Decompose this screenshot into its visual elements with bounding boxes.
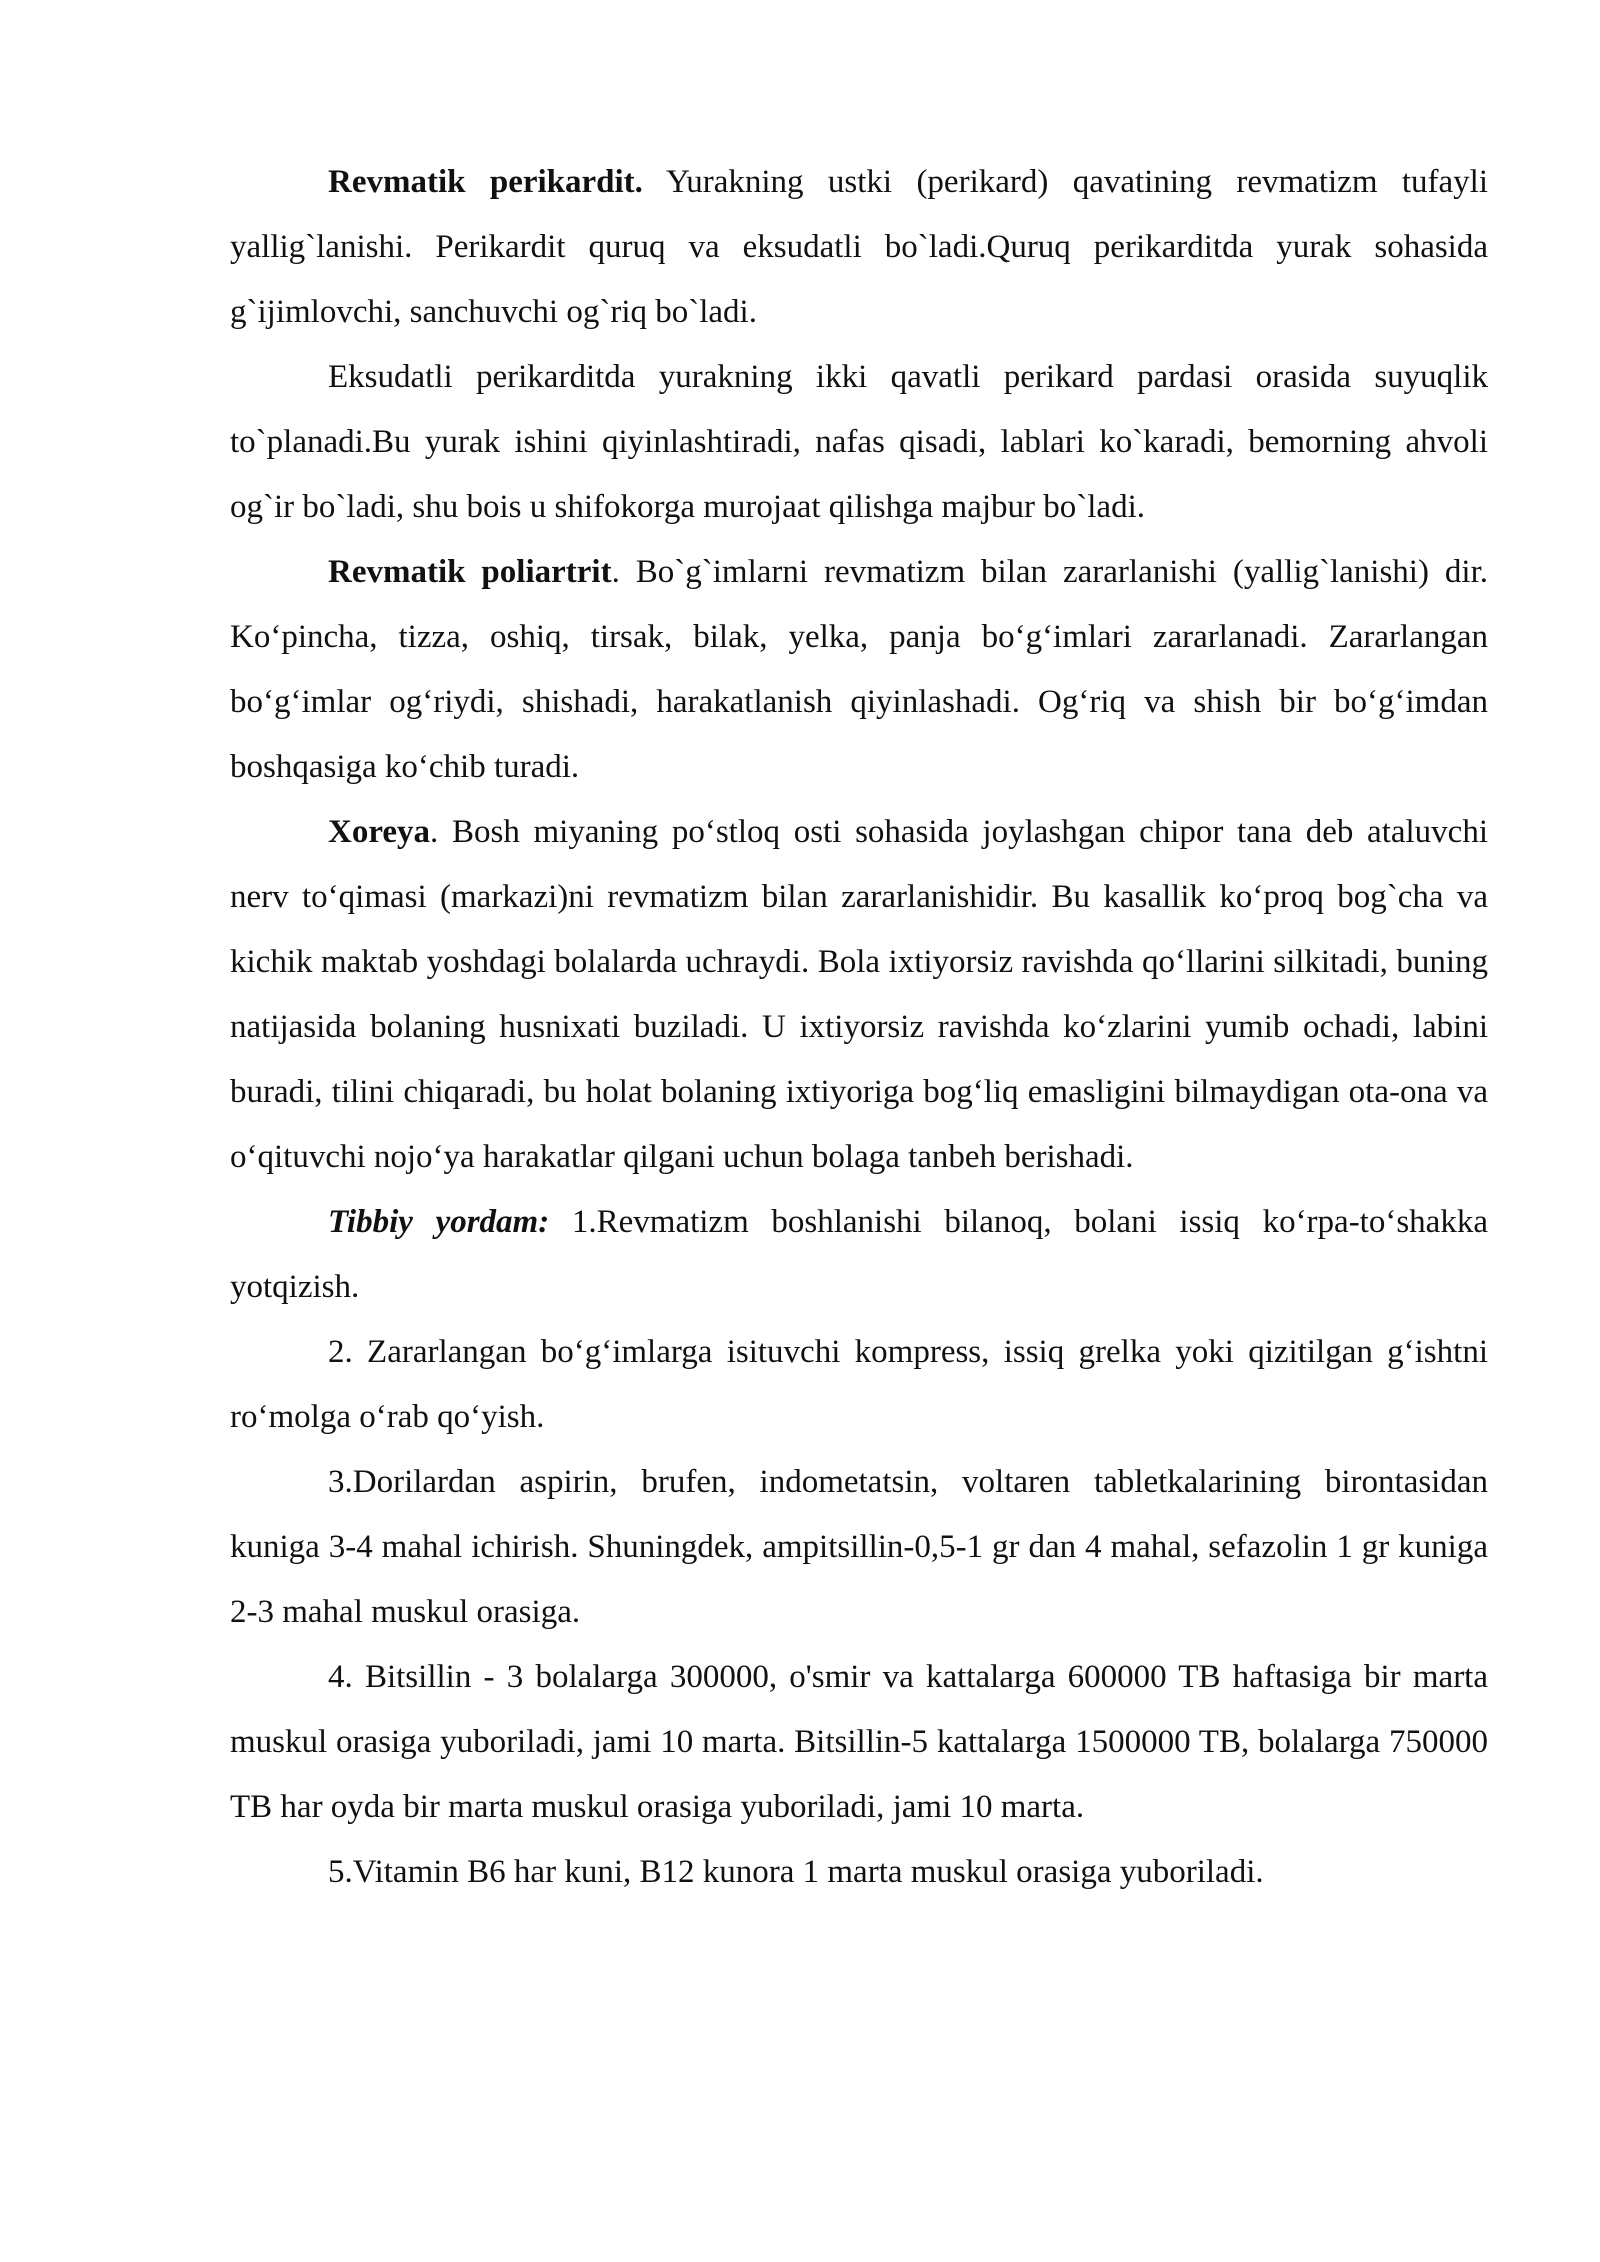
paragraph-revmatik-poliartrit: [230, 540, 1488, 800]
term-tibbiy-yordam: Tibbiy yordam:: [328, 1204, 550, 1240]
document-page: [230, 150, 1488, 1905]
paragraph-text: 4. Bitsillin - 3 bolalarga 300000, o'smir va kattalarga 600000 TB haftasiga bir marta muskul orasiga yuboriladi, jami 10 marta. Bitsillin-5 kattalarga 1500000 TB, bolalarga 750000 TB har oyda bir marta muskul orasiga yuboriladi, jami 10 marta.: [230, 1659, 1488, 1825]
paragraph-eksudatli-perikardit: [230, 345, 1488, 540]
paragraph-revmatik-perikardit: [230, 150, 1488, 345]
term-xoreya: Xoreya: [328, 814, 431, 850]
paragraph-item-3: [230, 1450, 1488, 1645]
paragraph-text: 2. Zararlangan bo‘g‘imlarga isituvchi kompress, issiq grelka yoki qizitilgan g‘ishtni ro‘molga o‘rab qo‘yish.: [230, 1334, 1488, 1435]
paragraph-text: Eksudatli perikarditda yurakning ikki qavatli perikard pardasi orasida suyuqlik to`planadi.Bu yurak ishini qiyinlashtiradi, nafas qisadi, lablari ko`karadi, bemorning ahvoli og`ir bo`ladi, shu bois u shifokorga murojaat qilishga majbur bo`ladi.: [230, 359, 1488, 525]
paragraph-item-5: [230, 1840, 1488, 1905]
paragraph-text: 1.Revmatizm boshlanishi bilanoq, bolani issiq ko‘rpa-to‘shakka yotqizish.: [230, 1204, 1488, 1305]
paragraph-item-4: [230, 1645, 1488, 1840]
paragraph-text: Yurakning ustki (perikard) qavatining revmatizm tufayli yallig`lanishi. Perikardit quruq va eksudatli bo`ladi.Quruq perikarditda yurak sohasida g`ijimlovchi, sanchuvchi og`riq bo`ladi.: [230, 164, 1488, 330]
paragraph-text: . Bo`g`imlarni revmatizm bilan zararlanishi (yallig`lanishi) dir. Ko‘pincha, tizza, oshiq, tirsak, bilak, yelka, panja bo‘g‘imlari zararlanadi. Zararlangan bo‘g‘imlar og‘riydi, shishadi, harakatlanish qiyinlashadi. Og‘riq va shish bir bo‘g‘imdan boshqasiga ko‘chib turadi.: [230, 554, 1488, 785]
paragraph-text: 3.Dorilardan aspirin, brufen, indometatsin, voltaren tabletkalarining birontasidan kuniga 3-4 mahal ichirish. Shuningdek, ampitsillin-0,5-1 gr dan 4 mahal, sefazolin 1 gr kuniga 2-3 mahal muskul orasiga.: [230, 1464, 1488, 1630]
paragraph-tibbiy-yordam: [230, 1190, 1488, 1320]
paragraph-text: 5.Vitamin B6 har kuni, B12 kunora 1 marta muskul orasiga yuboriladi.: [328, 1854, 1264, 1890]
term-revmatik-perikardit: Revmatik perikardit.: [328, 164, 643, 200]
paragraph-text: . Bosh miyaning po‘stloq osti sohasida joylashgan chipor tana deb ataluvchi nerv to‘qimasi (markazi)ni revmatizm bilan zararlanishidir. Bu kasallik ko‘proq bog`cha va kichik maktab yoshdagi bolalarda uchraydi. Bola ixtiyorsiz ravishda qo‘llarini silkitadi, buning natijasida bolaning husnixati buziladi. U ixtiyorsiz ravishda ko‘zlarini yumib ochadi, labini buradi, tilini chiqaradi, bu holat bolaning ixtiyoriga bog‘liq emasligini bilmaydigan ota-ona va o‘qituvchi nojo‘ya harakatlar qilgani uchun bolaga tanbeh berishadi.: [230, 814, 1488, 1175]
term-revmatik-poliartrit: Revmatik poliartrit: [328, 554, 612, 590]
paragraph-xoreya: [230, 800, 1488, 1190]
paragraph-item-2: [230, 1320, 1488, 1450]
